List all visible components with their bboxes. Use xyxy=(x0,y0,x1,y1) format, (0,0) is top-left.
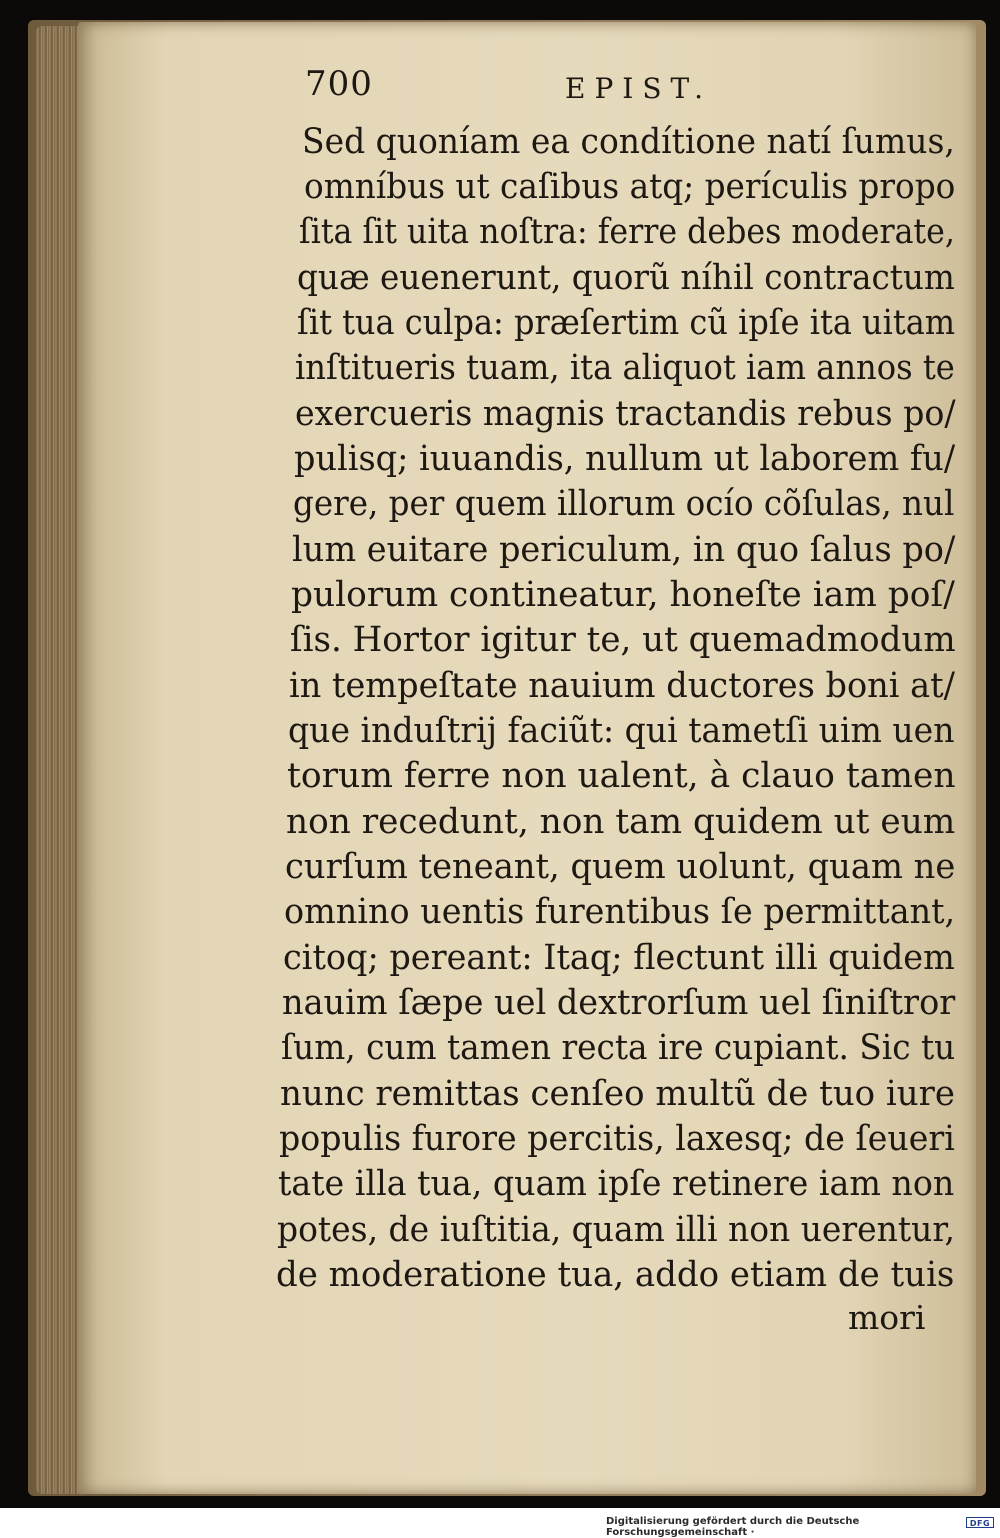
dfg-logo: DFG xyxy=(966,1517,994,1528)
text-line: nunc remittas cenſeo multũ de tuo iure xyxy=(280,1074,955,1114)
text-line: citoq; pereant: Itaq; flectunt illi quidem xyxy=(283,938,955,978)
text-line: omníbus ut caſibus atq; perículis propo xyxy=(304,167,956,207)
text-line: exercueris magnis tractandis rebus po/ xyxy=(295,394,956,434)
text-line: que induſtrij faciũt: qui tametſi uim uen xyxy=(288,711,955,751)
text-line: populis furore percitis, laxesq; de ſeueri xyxy=(279,1119,955,1159)
text-line: torum ferre non ualent, à clauo tamen xyxy=(287,756,956,796)
text-line: potes, de iuſtitia, quam illi non uerentur, xyxy=(277,1210,955,1250)
page-stack-edge xyxy=(36,26,80,1494)
text-line: inſtitueris tuam, ita aliquot iam annos te xyxy=(295,348,955,388)
text-line: pulorum contineatur, honeſte iam poſ/ xyxy=(291,575,955,615)
funding-credit: Digitalisierung gefördert durch die Deutsche Forschungsgemeinschaft · xyxy=(606,1516,860,1538)
text-line: nauim ſæpe uel dextrorſum uel ſiniſtror xyxy=(282,983,956,1023)
text-line: lum euitare periculum, in quo ſalus po/ xyxy=(292,530,956,570)
text-line: de moderatione tua, addo etiam de tuis xyxy=(276,1255,955,1295)
page-number: 700 xyxy=(305,64,373,104)
text-line: ſum, cum tamen recta ire cupiant. Sic tu xyxy=(281,1028,956,1068)
text-line: quæ euenerunt, quorũ níhil contractum xyxy=(297,258,955,298)
text-line: non recedunt, non tam quidem ut eum xyxy=(286,802,956,842)
text-line: gere, per quem illorum ocío cõſulas, nul xyxy=(293,484,955,524)
running-head: EPIST. xyxy=(565,72,712,105)
text-line: ſis. Hortor igitur te, ut quemadmodum xyxy=(290,620,956,660)
text-line: ſit tua culpa: præſertim cũ ipſe ita uitam xyxy=(297,303,956,343)
text-line: Sed quoníam ea condítione natí ſumus, xyxy=(302,122,955,162)
text-line: pulisq; iuuandis, nullum ut laborem fu/ xyxy=(294,439,956,479)
text-line: ſita ſit uita noſtra: ferre debes moderate, xyxy=(299,212,955,252)
text-line: tate illa tua, quam ipſe retinere iam non xyxy=(278,1164,955,1204)
text-line: omnino uentis furentibus ſe permittant, xyxy=(284,892,956,932)
text-line: in tempeſtate nauium ductores boni at/ xyxy=(289,666,955,706)
catchword: mori xyxy=(848,1298,926,1337)
text-line: curſum teneant, quem uolunt, quam ne xyxy=(285,847,956,887)
